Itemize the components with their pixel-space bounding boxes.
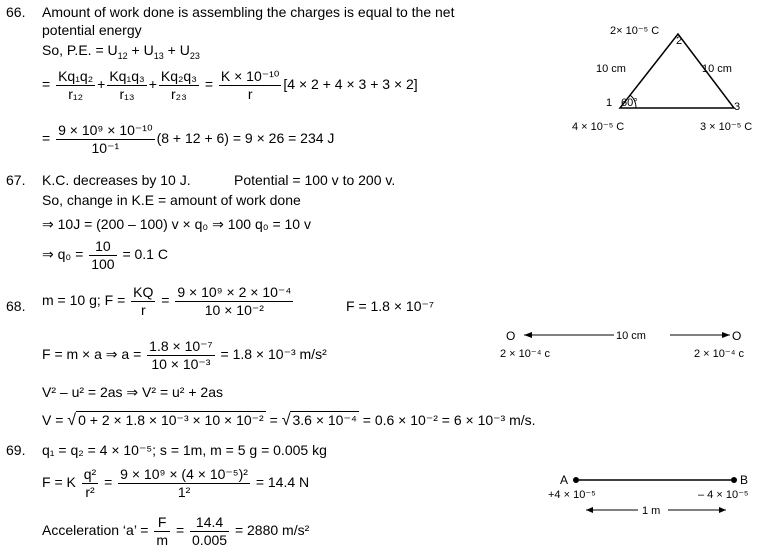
top-charge-label: 2× 10⁻⁵ C [610,25,660,37]
distance-label: 1 m [642,505,661,517]
q67-line4: ⇒ q₀ = $\frac{10}{100}$ = 0.1 C [42,238,168,272]
ab-charge-diagram [534,470,760,520]
right-charge-label: 2 × 10⁻⁴ c [694,348,744,360]
q67-line1b: Potential = 100 v to 200 v. [234,172,396,188]
q67-line3: ⇒ 10J = (200 – 100) v × q₀ ⇒ 100 q₀ = 10 v [42,216,311,232]
q66-equation-2: = $\frac{\text{Kq₁q₂}}{\text{r₁₂}}$ + $\frac{\text{Kq₁q₃}}{\text{r₁₃}}$ + $\frac{\text{Kq₂q₃}}{\text{r₂₃}}$ = $\frac{\text{K × 10⁻¹⁰}}{r}$ [4 × 2 + 4 × 3 + 3 × 2] [42,68,418,102]
q66-line1: Amount of work done is assembling the charges is equal to the net [42,4,455,20]
q68-force-result: F = 1.8 × 10⁻⁷ [346,298,434,314]
q66-equation-3: = $\frac{\text{9 × 10⁹ × 10⁻¹⁰}}{\text{10⁻¹}}$ (8 + 12 + 6) = 9 × 26 = 234 J [42,122,335,156]
fraction-k-over-r: $\frac{\text{K × 10⁻¹⁰}}{r}$ [220,68,280,102]
q68-line1: m = 10 g; F = $\frac{KQ}{r}$ = $\frac{\text{9 × 10⁹ × 2 × 10⁻⁴}}{\text{10 × 10⁻²}}$ [42,284,292,318]
fraction-q2q3: $\frac{\text{Kq₂q₃}}{\text{r₂₃}}$ [160,68,197,102]
distance-label: 10 cm [616,330,646,342]
a-label: A [560,473,569,487]
fraction-q1q2: $\frac{\text{Kq₁q₂}}{\text{r₁₂}}$ [58,68,94,102]
two-charge-diagram [496,326,758,362]
b-label: B [740,473,749,487]
point-b [731,477,737,483]
q69-line2: F = K $\frac{\text{q²}}{\text{r²}}$ = $\frac{\text{9 × 10⁹ × (4 × 10⁻⁵)²}}{\text{1²}}$ = 14.4 N [42,466,310,500]
triangle-charge-diagram [560,20,760,140]
left-charge-label: +4 × 10⁻⁵ [548,489,596,501]
vertex-1-label: 1 [606,97,613,109]
q66-number: 66. [6,4,26,20]
vertex-3-label: 3 [734,101,741,113]
left-charge-label: 2 × 10⁻⁴ c [500,348,550,360]
right-side-label: 10 cm [702,63,732,75]
right-charge-label: – 4 × 10⁻⁵ [698,489,749,501]
q68-line4: V = √ 0 + 2 × 1.8 × 10⁻³ × 10 × 10⁻² = √ 3.6 × 10⁻⁴ = 0.6 × 10⁻² = 6 × 10⁻³ m/s. [42,412,536,429]
fraction-q1q3: $\frac{\text{Kq₁q₃}}{\text{r₁₃}}$ [109,68,145,102]
q68-number: 68. [6,298,26,314]
vertex-2-label: 2 [676,35,683,47]
q67-number: 67. [6,172,26,188]
q68-line2: F = m × a ⇒ a = $\frac{\text{1.8 × 10⁻⁷}}{\text{10 × 10⁻³}}$ = 1.8 × 10⁻³ m/s² [42,338,327,372]
q68-line3: V² – u² = 2as ⇒ V² = u² + 2as [42,384,223,400]
q69-number: 69. [6,442,26,458]
angle-label: 60° [621,97,638,109]
left-charge-label: 4 × 10⁻⁵ C [572,121,625,133]
q66-line2: potential energy [42,22,142,38]
q69-line3: Acceleration ‘a’ = $\frac{F}{m}$ = $\frac{14.4}{0.005}$ = 2880 m/s² [42,514,310,548]
q67-line2: So, change in K.E = amount of work done [42,192,301,208]
q67-line1a: K.C. decreases by 10 J. [42,172,191,188]
right-point-label: O [732,329,742,343]
q69-line1: q₁ = q₂ = 4 × 10⁻⁵; s = 1m, m = 5 g = 0.005 kg [42,442,327,458]
left-side-label: 10 cm [596,63,626,75]
left-point-label: O [506,329,516,343]
point-a [573,477,579,483]
right-charge-label: 3 × 10⁻⁵ C [700,121,753,133]
q66-line3: So, P.E. = $U_{12} + U_{13} + U_{23}$ [42,42,200,61]
